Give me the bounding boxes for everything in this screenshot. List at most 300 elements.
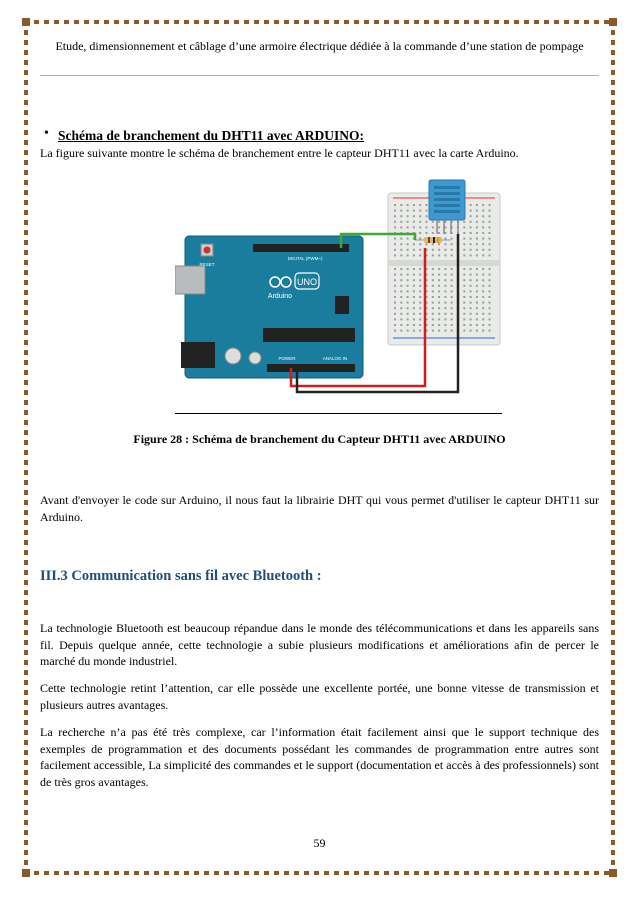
breadboard-hole — [470, 232, 472, 234]
breadboard-hole — [394, 243, 396, 245]
breadboard-hole — [419, 238, 421, 240]
breadboard-hole — [476, 302, 478, 304]
breadboard-hole — [489, 290, 491, 292]
breadboard-hole — [400, 210, 402, 212]
breadboard-hole — [482, 204, 484, 206]
breadboard-hole — [470, 296, 472, 298]
breadboard-hole — [407, 318, 409, 320]
breadboard-hole — [426, 232, 428, 234]
breadboard-hole — [407, 226, 409, 228]
breadboard-hole — [444, 330, 446, 332]
breadboard-hole — [463, 249, 465, 251]
breadboard-hole — [470, 215, 472, 217]
breadboard-hole — [476, 318, 478, 320]
breadboard-hole — [432, 279, 434, 281]
breadboard-hole — [444, 285, 446, 287]
breadboard-hole — [470, 285, 472, 287]
breadboard-hole — [482, 268, 484, 270]
breadboard-hole — [394, 274, 396, 276]
breadboard-hole — [451, 318, 453, 320]
breadboard-hole — [463, 254, 465, 256]
breadboard-hole — [407, 330, 409, 332]
breadboard-hole — [444, 290, 446, 292]
breadboard-hole — [432, 324, 434, 326]
header-divider — [40, 75, 599, 76]
breadboard-hole — [444, 296, 446, 298]
border-corner — [609, 869, 617, 877]
breadboard-hole — [400, 268, 402, 270]
breadboard-hole — [489, 318, 491, 320]
breadboard-hole — [444, 324, 446, 326]
breadboard-hole — [413, 279, 415, 281]
breadboard-hole — [432, 302, 434, 304]
breadboard-hole — [444, 268, 446, 270]
breadboard-hole — [463, 232, 465, 234]
breadboard-hole — [413, 268, 415, 270]
breadboard-hole — [463, 274, 465, 276]
breadboard-hole — [407, 302, 409, 304]
breadboard-hole — [451, 268, 453, 270]
breadboard-hole — [482, 215, 484, 217]
breadboard-hole — [407, 279, 409, 281]
breadboard-hole — [407, 210, 409, 212]
breadboard-hole — [470, 324, 472, 326]
breadboard-hole — [407, 249, 409, 251]
breadboard-hole — [400, 279, 402, 281]
breadboard-hole — [413, 285, 415, 287]
breadboard-hole — [400, 226, 402, 228]
breadboard-hole — [470, 254, 472, 256]
breadboard-hole — [394, 318, 396, 320]
breadboard-hole — [432, 232, 434, 234]
breadboard-hole — [489, 243, 491, 245]
breadboard-hole — [489, 210, 491, 212]
breadboard-hole — [489, 330, 491, 332]
breadboard-hole — [470, 330, 472, 332]
breadboard-hole — [476, 296, 478, 298]
breadboard-hole — [426, 215, 428, 217]
breadboard-hole — [489, 215, 491, 217]
breadboard-hole — [476, 204, 478, 206]
breadboard-hole — [400, 290, 402, 292]
breadboard-hole — [470, 313, 472, 315]
breadboard-hole — [432, 274, 434, 276]
breadboard-hole — [489, 279, 491, 281]
breadboard-hole — [463, 226, 465, 228]
breadboard-hole — [413, 313, 415, 315]
breadboard-hole — [463, 324, 465, 326]
breadboard-hole — [419, 330, 421, 332]
breadboard-hole — [451, 249, 453, 251]
breadboard-hole — [394, 285, 396, 287]
breadboard-hole — [482, 221, 484, 223]
breadboard-hole — [451, 313, 453, 315]
breadboard-hole — [407, 307, 409, 309]
breadboard-hole — [407, 285, 409, 287]
breadboard-hole — [419, 290, 421, 292]
breadboard-hole — [400, 221, 402, 223]
breadboard-hole — [400, 238, 402, 240]
breadboard-hole — [463, 307, 465, 309]
breadboard-hole — [438, 285, 440, 287]
breadboard-hole — [432, 296, 434, 298]
breadboard-hole — [394, 204, 396, 206]
breadboard-hole — [419, 274, 421, 276]
breadboard-hole — [451, 290, 453, 292]
breadboard-hole — [407, 221, 409, 223]
breadboard-hole — [400, 215, 402, 217]
breadboard-hole — [419, 318, 421, 320]
breadboard-hole — [482, 285, 484, 287]
paragraph-dht-library: Avant d'envoyer le code sur Arduino, il nous faut la librairie DHT qui vous permet d'utiliser le capteur DHT11 sur Arduino. — [40, 493, 599, 524]
breadboard-hole — [438, 279, 440, 281]
breadboard-hole — [394, 279, 396, 281]
breadboard-hole — [432, 221, 434, 223]
breadboard-hole — [438, 221, 440, 223]
breadboard-hole — [476, 268, 478, 270]
reset-label: RESET — [199, 262, 215, 267]
breadboard-hole — [438, 324, 440, 326]
breadboard-hole — [482, 238, 484, 240]
breadboard-hole — [444, 238, 446, 240]
breadboard-hole — [426, 226, 428, 228]
breadboard-hole — [451, 330, 453, 332]
breadboard-hole — [476, 330, 478, 332]
paragraph-bluetooth-1: La technologie Bluetooth est beaucoup répandue dans le monde des télécommunications et dans les appareils sans fil. Depuis quelque année, cette technologie a subie plusieurs modifications et améliorations afin de percer le marché du monde industriel. — [40, 621, 599, 668]
breadboard-hole — [438, 274, 440, 276]
breadboard-hole — [470, 302, 472, 304]
breadboard-hole — [394, 215, 396, 217]
breadboard-hole — [444, 318, 446, 320]
breadboard-hole — [400, 318, 402, 320]
breadboard-hole — [432, 249, 434, 251]
breadboard-hole — [470, 274, 472, 276]
breadboard-hole — [438, 232, 440, 234]
breadboard-hole — [489, 249, 491, 251]
breadboard-hole — [400, 324, 402, 326]
breadboard-hole — [451, 254, 453, 256]
breadboard-hole — [394, 296, 396, 298]
breadboard-hole — [419, 307, 421, 309]
breadboard-hole — [407, 204, 409, 206]
breadboard-hole — [489, 313, 491, 315]
breadboard-hole — [470, 307, 472, 309]
breadboard-hole — [476, 221, 478, 223]
paragraph-bluetooth-3: La recherche n’a pas été très complexe, car l’information était facilement ainsi que le support technique des exemples de programmation et des documents possédant les commandes de programmation entre autres sont facilement accessible, La simplicité des commandes et le support (documentation et accès à des professionnels) sont de très gros avantages. — [40, 725, 599, 789]
breadboard-hole — [476, 215, 478, 217]
breadboard-hole — [394, 290, 396, 292]
breadboard-hole — [476, 313, 478, 315]
breadboard-hole — [482, 254, 484, 256]
breadboard-hole — [482, 243, 484, 245]
breadboard-hole — [451, 274, 453, 276]
breadboard-hole — [419, 296, 421, 298]
breadboard-hole — [394, 302, 396, 304]
breadboard-hole — [482, 313, 484, 315]
border-corner — [22, 869, 30, 877]
breadboard-hole — [413, 243, 415, 245]
arduino-label: Arduino — [267, 293, 293, 300]
breadboard-hole — [476, 254, 478, 256]
breadboard-hole — [463, 279, 465, 281]
page-border-left — [24, 20, 28, 875]
breadboard-hole — [432, 330, 434, 332]
breadboard-hole — [451, 302, 453, 304]
breadboard-hole — [470, 243, 472, 245]
power-label: POWER — [278, 356, 296, 361]
breadboard-hole — [394, 226, 396, 228]
breadboard-hole — [432, 285, 434, 287]
breadboard-hole — [470, 210, 472, 212]
breadboard-hole — [482, 249, 484, 251]
breadboard-hole — [400, 204, 402, 206]
breadboard-hole — [419, 268, 421, 270]
breadboard-hole — [482, 307, 484, 309]
breadboard-hole — [470, 279, 472, 281]
page-border-bottom — [24, 871, 615, 875]
breadboard-hole — [482, 296, 484, 298]
breadboard-hole — [476, 279, 478, 281]
breadboard-hole — [444, 279, 446, 281]
figure-divider — [175, 413, 502, 414]
bullet-icon: • — [44, 126, 49, 141]
breadboard-hole — [463, 238, 465, 240]
breadboard-hole — [489, 274, 491, 276]
breadboard-hole — [489, 324, 491, 326]
breadboard-hole — [394, 268, 396, 270]
page-border-right — [611, 20, 615, 875]
breadboard-hole — [394, 249, 396, 251]
breadboard-hole — [463, 285, 465, 287]
breadboard-hole — [476, 274, 478, 276]
breadboard-hole — [407, 254, 409, 256]
breadboard-hole — [400, 285, 402, 287]
breadboard-hole — [426, 221, 428, 223]
breadboard-hole — [432, 254, 434, 256]
breadboard-hole — [489, 238, 491, 240]
breadboard-hole — [413, 210, 415, 212]
breadboard-hole — [413, 307, 415, 309]
breadboard-hole — [438, 243, 440, 245]
breadboard-hole — [482, 226, 484, 228]
breadboard-hole — [419, 285, 421, 287]
breadboard-hole — [438, 302, 440, 304]
breadboard-hole — [489, 285, 491, 287]
breadboard-hole — [426, 243, 428, 245]
breadboard-hole — [489, 226, 491, 228]
breadboard-hole — [444, 249, 446, 251]
breadboard-hole — [476, 324, 478, 326]
breadboard-hole — [413, 226, 415, 228]
breadboard-hole — [451, 285, 453, 287]
breadboard-hole — [470, 318, 472, 320]
breadboard-hole — [394, 307, 396, 309]
breadboard-hole — [413, 215, 415, 217]
breadboard-hole — [394, 254, 396, 256]
breadboard-hole — [482, 290, 484, 292]
breadboard-hole — [438, 249, 440, 251]
breadboard-hole — [394, 221, 396, 223]
breadboard-hole — [400, 249, 402, 251]
border-corner — [609, 18, 617, 26]
breadboard-hole — [476, 290, 478, 292]
breadboard-hole — [476, 210, 478, 212]
breadboard-hole — [476, 249, 478, 251]
breadboard-hole — [476, 285, 478, 287]
breadboard-hole — [426, 204, 428, 206]
page-header: Etude, dimensionnement et câblage d’une armoire électrique dédiée à la commande d’une station de pompage — [55, 39, 584, 53]
breadboard-hole — [451, 238, 453, 240]
breadboard-hole — [482, 330, 484, 332]
breadboard-hole — [413, 302, 415, 304]
breadboard-hole — [482, 318, 484, 320]
breadboard-hole — [419, 279, 421, 281]
breadboard-hole — [451, 279, 453, 281]
breadboard-hole — [470, 290, 472, 292]
breadboard-hole — [482, 210, 484, 212]
breadboard-hole — [413, 324, 415, 326]
breadboard-hole — [413, 274, 415, 276]
breadboard-hole — [438, 254, 440, 256]
breadboard-hole — [400, 302, 402, 304]
breadboard-hole — [419, 249, 421, 251]
breadboard-hole — [438, 296, 440, 298]
breadboard-hole — [489, 296, 491, 298]
breadboard-hole — [432, 290, 434, 292]
digital-label: DIGITAL (PWM~) — [287, 256, 323, 261]
page-number: 59 — [313, 836, 326, 850]
breadboard-hole — [394, 330, 396, 332]
breadboard-hole — [438, 226, 440, 228]
breadboard-hole — [463, 268, 465, 270]
breadboard-hole — [400, 243, 402, 245]
breadboard-hole — [407, 238, 409, 240]
breadboard-hole — [438, 290, 440, 292]
breadboard-hole — [476, 226, 478, 228]
breadboard-hole — [444, 302, 446, 304]
breadboard-hole — [419, 324, 421, 326]
breadboard-hole — [489, 254, 491, 256]
breadboard-hole — [432, 243, 434, 245]
breadboard-hole — [407, 296, 409, 298]
arduino-uno-board — [175, 236, 363, 378]
breadboard-hole — [413, 330, 415, 332]
breadboard-hole — [476, 307, 478, 309]
breadboard-hole — [476, 243, 478, 245]
breadboard-hole — [476, 238, 478, 240]
breadboard-hole — [438, 318, 440, 320]
breadboard-hole — [476, 232, 478, 234]
breadboard-hole — [432, 268, 434, 270]
breadboard-hole — [432, 307, 434, 309]
intro-paragraph: La figure suivante montre le schéma de branchement entre le capteur DHT11 avec la carte Arduino. — [40, 146, 519, 160]
breadboard-hole — [463, 296, 465, 298]
breadboard-hole — [407, 274, 409, 276]
breadboard-hole — [413, 296, 415, 298]
breadboard-hole — [451, 307, 453, 309]
breadboard-hole — [489, 268, 491, 270]
breadboard-hole — [470, 238, 472, 240]
breadboard-hole — [419, 215, 421, 217]
breadboard-hole — [432, 313, 434, 315]
breadboard-hole — [413, 249, 415, 251]
breadboard-hole — [394, 324, 396, 326]
breadboard-hole — [419, 226, 421, 228]
breadboard-hole — [400, 254, 402, 256]
section-title: III.3 Communication sans fil avec Bluetooth : — [40, 568, 322, 584]
breadboard-hole — [438, 330, 440, 332]
breadboard-hole — [407, 268, 409, 270]
breadboard-hole — [438, 268, 440, 270]
breadboard-hole — [419, 221, 421, 223]
breadboard-hole — [489, 307, 491, 309]
breadboard-hole — [400, 313, 402, 315]
breadboard-hole — [419, 232, 421, 234]
breadboard-hole — [444, 254, 446, 256]
border-corner — [22, 18, 30, 26]
breadboard-hole — [407, 324, 409, 326]
breadboard-hole — [482, 232, 484, 234]
breadboard-hole — [407, 313, 409, 315]
breadboard-hole — [463, 302, 465, 304]
breadboard-hole — [463, 290, 465, 292]
breadboard-hole — [413, 204, 415, 206]
breadboard-hole — [419, 254, 421, 256]
breadboard-hole — [407, 290, 409, 292]
breadboard-hole — [400, 296, 402, 298]
breadboard-hole — [489, 221, 491, 223]
breadboard-hole — [463, 318, 465, 320]
breadboard-hole — [419, 302, 421, 304]
subsection-heading: Schéma de branchement du DHT11 avec ARDUINO: — [58, 128, 364, 143]
breadboard-hole — [419, 210, 421, 212]
breadboard-hole — [394, 238, 396, 240]
breadboard-hole — [463, 330, 465, 332]
breadboard-hole — [407, 215, 409, 217]
breadboard-hole — [451, 296, 453, 298]
breadboard-hole — [419, 243, 421, 245]
breadboard-hole — [407, 243, 409, 245]
figure-caption: Figure 28 : Schéma de branchement du Capteur DHT11 avec ARDUINO — [133, 432, 506, 446]
breadboard-hole — [451, 324, 453, 326]
uno-label: UNO — [297, 277, 317, 287]
breadboard-hole — [463, 243, 465, 245]
analog-label: ANALOG IN — [322, 356, 348, 361]
wiring-diagram — [175, 178, 505, 398]
breadboard-hole — [413, 221, 415, 223]
breadboard-hole — [444, 243, 446, 245]
breadboard-hole — [451, 243, 453, 245]
breadboard-hole — [413, 254, 415, 256]
breadboard-hole — [470, 204, 472, 206]
breadboard-hole — [444, 274, 446, 276]
breadboard-hole — [470, 268, 472, 270]
breadboard-hole — [470, 226, 472, 228]
breadboard-hole — [489, 204, 491, 206]
breadboard-hole — [463, 221, 465, 223]
breadboard-hole — [489, 302, 491, 304]
breadboard-hole — [394, 313, 396, 315]
page-border-top — [24, 20, 615, 24]
breadboard-hole — [482, 274, 484, 276]
breadboard-hole — [470, 249, 472, 251]
breadboard-hole — [432, 226, 434, 228]
breadboard-hole — [400, 307, 402, 309]
breadboard-hole — [394, 210, 396, 212]
breadboard-hole — [413, 318, 415, 320]
breadboard-hole — [482, 302, 484, 304]
breadboard-hole — [444, 307, 446, 309]
